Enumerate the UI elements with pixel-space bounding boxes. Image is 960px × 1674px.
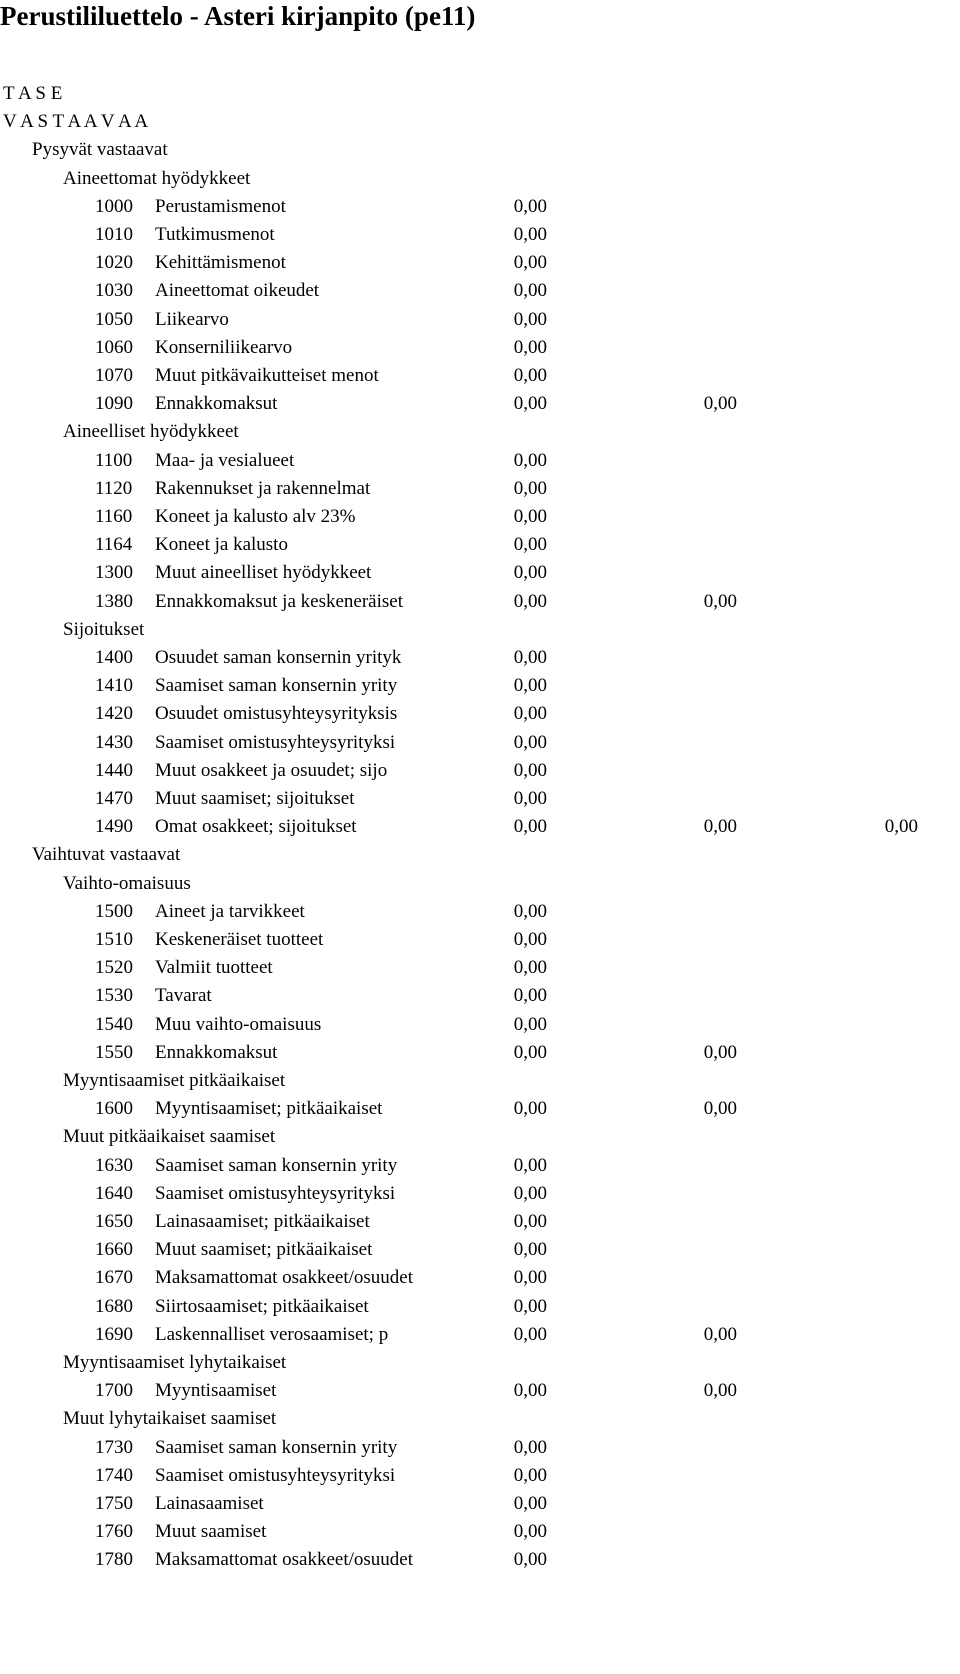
account-row: [0, 784, 960, 814]
account-balance: 0,00: [513, 703, 547, 725]
section-heading-text: Pysyvät vastaavat: [32, 139, 168, 161]
group-total: 0,00: [703, 1323, 737, 1345]
account-row: [0, 1461, 960, 1491]
account-row: [0, 1376, 960, 1406]
account-name: Laskennalliset verosaamiset; p: [155, 1323, 389, 1345]
account-code: 1780: [95, 1549, 133, 1571]
account-balance: 0,00: [513, 308, 547, 330]
section-heading: [0, 1122, 960, 1152]
account-balance: 0,00: [513, 365, 547, 386]
account-name: Muut saamiset; sijoitukset: [155, 788, 355, 809]
account-row: [0, 671, 960, 701]
section-heading-text: Vaihtuvat vastaavat: [32, 844, 181, 866]
account-row: [0, 1235, 960, 1265]
account-balance: 0,00: [513, 280, 547, 302]
account-code: 1420: [95, 703, 133, 725]
account-balance: 0,00: [513, 1041, 547, 1063]
section-heading: [0, 135, 960, 165]
section-heading-text: T A S E: [3, 83, 63, 104]
account-name: Ennakkomaksut ja keskeneräiset: [155, 590, 403, 612]
account-code: 1400: [95, 647, 133, 668]
account-balance: 0,00: [513, 562, 547, 584]
account-code: 1690: [95, 1323, 133, 1345]
account-balance: 0,00: [513, 1295, 547, 1317]
section-heading: [0, 1404, 960, 1434]
account-row: [0, 1179, 960, 1209]
account-balance: 0,00: [513, 1182, 547, 1204]
account-code: 1490: [95, 816, 133, 838]
account-name: Ennakkomaksut: [155, 393, 278, 415]
account-code: 1380: [95, 590, 133, 612]
account-code: 1070: [95, 365, 133, 386]
account-code: 1160: [95, 506, 133, 527]
account-name: Saamiset omistusyhteysyrityksi: [155, 1464, 396, 1486]
group-total: 0,00: [703, 1041, 737, 1063]
account-row: [0, 953, 960, 983]
account-code: 1120: [95, 477, 133, 499]
account-name: Siirtosaamiset; pitkäaikaiset: [155, 1295, 369, 1317]
account-name: Kehittämismenot: [155, 252, 286, 274]
account-balance: 0,00: [513, 195, 547, 217]
account-row: [0, 305, 960, 335]
account-name: Osuudet saman konsernin yrityk: [155, 647, 402, 668]
account-name: Muut saamiset; pitkäaikaiset: [155, 1239, 373, 1261]
account-name: Aineettomat oikeudet: [155, 280, 320, 302]
account-balance: 0,00: [513, 252, 547, 274]
section-heading: [0, 79, 960, 109]
account-row: [0, 643, 960, 673]
account-code: 1030: [95, 280, 133, 302]
account-code: 1540: [95, 1013, 133, 1035]
account-balance: 0,00: [513, 1436, 547, 1458]
account-name: Rakennukset ja rakennelmat: [155, 477, 371, 499]
section-heading-text: Aineelliset hyödykkeet: [63, 421, 239, 443]
account-row: [0, 1263, 960, 1293]
account-balance: 0,00: [513, 759, 547, 781]
account-name: Muut pitkävaikutteiset menot: [155, 365, 379, 386]
account-name: Omat osakkeet; sijoitukset: [155, 816, 357, 838]
account-code: 1740: [95, 1464, 133, 1486]
account-code: 1010: [95, 224, 133, 245]
account-balance: 0,00: [513, 506, 547, 527]
account-row: [0, 276, 960, 306]
account-balance: 0,00: [513, 1493, 547, 1514]
account-code: 1530: [95, 985, 133, 1007]
account-balance: 0,00: [513, 675, 547, 697]
account-code: 1000: [95, 195, 133, 217]
account-name: Muu vaihto-omaisuus: [155, 1013, 322, 1035]
account-balance: 0,00: [513, 590, 547, 612]
group-total: 0,00: [703, 816, 737, 838]
account-code: 1100: [95, 449, 133, 471]
account-row: [0, 474, 960, 504]
group-total: 0,00: [703, 1380, 737, 1402]
account-code: 1670: [95, 1267, 133, 1289]
account-name: Koneet ja kalusto: [155, 534, 288, 556]
account-row: [0, 446, 960, 476]
account-name: Tutkimusmenot: [155, 224, 275, 245]
account-name: Saamiset omistusyhteysyrityksi: [155, 731, 396, 753]
account-name: Aineet ja tarvikkeet: [155, 900, 305, 922]
account-balance: 0,00: [513, 1098, 547, 1120]
account-row: [0, 728, 960, 758]
section-heading-text: Aineettomat hyödykkeet: [63, 167, 251, 189]
section-heading-text: Myyntisaamiset lyhytaikaiset: [63, 1352, 287, 1373]
section-heading: [0, 1066, 960, 1096]
account-code: 1410: [95, 675, 133, 697]
account-code: 1470: [95, 788, 133, 809]
account-row: [0, 192, 960, 222]
account-row: [0, 981, 960, 1011]
account-balance: 0,00: [513, 1521, 547, 1543]
account-row: [0, 220, 960, 250]
account-row: [0, 1207, 960, 1237]
group-total: 0,00: [884, 816, 918, 838]
account-row: [0, 1320, 960, 1350]
account-code: 1060: [95, 336, 133, 358]
group-total: 0,00: [703, 1098, 737, 1120]
group-total: 0,00: [703, 590, 737, 612]
account-row: [0, 248, 960, 278]
account-code: 1650: [95, 1211, 133, 1232]
account-balance: 0,00: [513, 929, 547, 950]
account-name: Maa- ja vesialueet: [155, 449, 295, 471]
account-balance: 0,00: [513, 336, 547, 358]
section-heading-text: V A S T A A V A A: [3, 111, 149, 133]
section-heading: [0, 869, 960, 899]
account-code: 1750: [95, 1493, 133, 1514]
account-name: Myyntisaamiset; pitkäaikaiset: [155, 1098, 383, 1120]
account-name: Tavarat: [155, 985, 212, 1007]
account-row: [0, 361, 960, 391]
account-name: Valmiit tuotteet: [155, 957, 273, 979]
account-name: Saamiset omistusyhteysyrityksi: [155, 1182, 396, 1204]
account-balance: 0,00: [513, 788, 547, 809]
section-heading-text: Sijoitukset: [63, 618, 145, 640]
section-heading-text: Myyntisaamiset pitkäaikaiset: [63, 1070, 286, 1091]
section-heading: [0, 164, 960, 194]
account-name: Saamiset saman konsernin yrity: [155, 1436, 398, 1458]
account-balance: 0,00: [513, 477, 547, 499]
account-balance: 0,00: [513, 957, 547, 979]
account-row: [0, 1489, 960, 1519]
account-code: 1440: [95, 759, 133, 781]
account-code: 1680: [95, 1295, 133, 1317]
account-name: Muut saamiset: [155, 1521, 267, 1543]
account-row: [0, 502, 960, 532]
account-balance: 0,00: [513, 1211, 547, 1232]
account-row: [0, 1094, 960, 1124]
account-row: [0, 1292, 960, 1322]
account-code: 1090: [95, 393, 133, 415]
account-balance: 0,00: [513, 1323, 547, 1345]
account-name: Muut aineelliset hyödykkeet: [155, 562, 372, 584]
account-balance: 0,00: [513, 534, 547, 556]
account-code: 1520: [95, 957, 133, 979]
account-row: [0, 1038, 960, 1068]
account-name: Saamiset saman konsernin yrity: [155, 1154, 398, 1176]
account-balance: 0,00: [513, 731, 547, 753]
account-balance: 0,00: [513, 449, 547, 471]
account-balance: 0,00: [513, 647, 547, 668]
account-row: [0, 389, 960, 419]
account-code: 1640: [95, 1182, 133, 1204]
account-name: Keskeneräiset tuotteet: [155, 929, 324, 950]
account-row: [0, 558, 960, 588]
account-row: [0, 1151, 960, 1181]
section-heading: [0, 615, 960, 645]
account-balance: 0,00: [513, 900, 547, 922]
account-balance: 0,00: [513, 1267, 547, 1289]
account-name: Maksamattomat osakkeet/osuudet: [155, 1267, 414, 1289]
section-heading-text: Muut lyhytaikaiset saamiset: [63, 1408, 277, 1430]
account-row: [0, 587, 960, 617]
account-row: [0, 1010, 960, 1040]
account-code: 1020: [95, 252, 133, 274]
account-balance: 0,00: [513, 816, 547, 838]
account-row: [0, 1545, 960, 1575]
account-name: Myyntisaamiset: [155, 1380, 277, 1402]
account-row: [0, 699, 960, 729]
section-heading: [0, 840, 960, 870]
section-heading-text: Muut pitkäaikaiset saamiset: [63, 1126, 276, 1148]
page-title: Perustililuettelo - Asteri kirjanpito (pe11): [0, 1, 476, 31]
account-name: Ennakkomaksut: [155, 1041, 278, 1063]
account-name: Osuudet omistusyhteysyrityksis: [155, 703, 398, 725]
account-name: Liikearvo: [155, 308, 229, 330]
account-code: 1660: [95, 1239, 133, 1261]
account-row: [0, 925, 960, 955]
account-name: Perustamismenot: [155, 195, 286, 217]
account-code: 1730: [95, 1436, 133, 1458]
account-row: [0, 812, 960, 842]
account-row: [0, 1433, 960, 1463]
account-name: Konserniliikearvo: [155, 336, 293, 358]
account-code: 1630: [95, 1154, 133, 1176]
account-balance: 0,00: [513, 1154, 547, 1176]
account-code: 1510: [95, 929, 133, 950]
account-balance: 0,00: [513, 1239, 547, 1261]
section-heading-text: Vaihto-omaisuus: [63, 872, 191, 894]
account-name: Lainasaamiset; pitkäaikaiset: [155, 1211, 370, 1232]
account-row: [0, 530, 960, 560]
section-heading: [0, 1348, 960, 1378]
account-balance: 0,00: [513, 1013, 547, 1035]
account-name: Maksamattomat osakkeet/osuudet: [155, 1549, 414, 1571]
account-name: Lainasaamiset: [155, 1493, 264, 1514]
account-code: 1600: [95, 1098, 133, 1120]
account-name: Koneet ja kalusto alv 23%: [155, 506, 356, 527]
account-balance: 0,00: [513, 1464, 547, 1486]
account-name: Muut osakkeet ja osuudet; sijo: [155, 759, 388, 781]
account-row: [0, 1517, 960, 1547]
account-code: 1550: [95, 1041, 133, 1063]
account-code: 1164: [95, 534, 133, 556]
account-name: Saamiset saman konsernin yrity: [155, 675, 398, 697]
account-balance: 0,00: [513, 224, 547, 245]
account-code: 1050: [95, 308, 133, 330]
group-total: 0,00: [703, 393, 737, 415]
account-balance: 0,00: [513, 1549, 547, 1571]
section-heading: [0, 107, 960, 137]
section-heading: [0, 417, 960, 447]
account-code: 1430: [95, 731, 133, 753]
account-balance: 0,00: [513, 393, 547, 415]
account-code: 1500: [95, 900, 133, 922]
account-balance: 0,00: [513, 1380, 547, 1402]
account-code: 1300: [95, 562, 133, 584]
account-row: [0, 897, 960, 927]
account-row: [0, 333, 960, 363]
account-code: 1760: [95, 1521, 133, 1543]
account-code: 1700: [95, 1380, 133, 1402]
account-balance: 0,00: [513, 985, 547, 1007]
account-row: [0, 756, 960, 786]
